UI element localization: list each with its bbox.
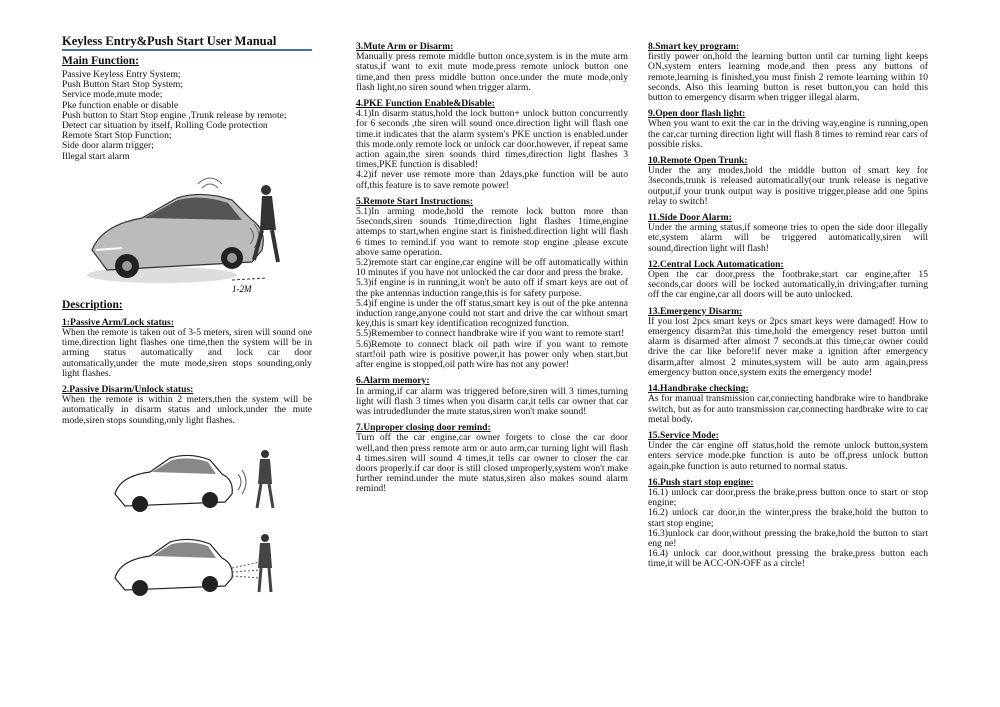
column-2 [356,42,628,501]
car-keyless-figure [82,170,292,295]
section-text: 5.5)Remember to connect handbrake wire if you want to remote start! [356,328,625,340]
section-text: In arming,if car alarm was triggered before,siren will 3 times,turning light will flash 3 times when you disarm car,it tells car owner that car was intrudedIunder the mute status,siren won't make sound! [356,385,628,417]
section-5 [356,197,628,370]
section-text: Under the any modes,hold the middle button of smart key for 3seconds,trunk is released automatically(our trunk release is negative output,if your trunk output way is positive trigger,please add one 5pins relay to switch! [648,165,928,207]
section-text: If you lost 2pcs smart keys or 2pcs smart keys were damaged! How to emergency disarm?at this time,hold the emergency reset button until alarm is disarmed after almost 7 seconds.at this time,car owner could drive the car like before!if never make a ignition after emergency disarm,after almost 2 minutes,system will be auto arm again,press emergency button once,system exits the emergency mode! [648,315,928,378]
section-heading: 3.Mute Arm or Disarm: [356,41,454,52]
section-16 [648,478,928,570]
description-heading: Description: [62,298,123,311]
section-heading: 10.Remote Open Trunk: [648,155,748,167]
section-text: 16.3)unlock car door,without pressing the brake,hold the button to start eng ne! [648,527,928,549]
section-text: 5.2)remote start car engine,car engine will be off automatically within 10 minutes if you have not unlocked the car door and press the brake. [356,257,628,279]
section-text: As for manual transmission car,connecting handbrake wire to handbrake switch, but as for auto transmission car,connecting hardbrake wire to car metal body. [648,393,928,425]
section-text: When the remote is taken out of 3-5 meters, siren will sound one time,direction light flashes one time,then the system will be in arming status automatically and lock car door automatically,under the mute mode,siren stops sounding,only light flashes. [62,327,312,379]
section-text: 16.1) unlock car door,press the brake,press button once to start or stop engine; [648,486,928,509]
main-function-item: Detect car situation by itself, Rolling Code protection [62,120,268,132]
main-function-item: Service mode,mute mode; [62,89,163,101]
arm-figure [110,444,312,516]
section-8 [648,42,928,103]
section-text: Open the car door,press the footbrake,start car engine,after 15 seconds,car doors will be locked automatically,in driving;after turning off the car engine,car all doors will be auto unlocked. [648,269,928,301]
section-heading: 11.Side Door Alarm: [648,212,732,224]
section-11 [648,213,928,254]
section-heading: 7.Unproper closing door remind: [356,422,491,434]
main-function-list [62,70,312,162]
main-function-item: Pke function enable or disable [62,99,179,111]
section-text: Turn off the car engine,car owner forgets to close the car door well,and then press remote arm or auto arm,car turning light will flash 4 times.siren will sound 4 times,it tells car owner to closer the car doors properly.if car door is still closed unproperly,system won't make further remind.under the mute status,siren also makes sound alarm remind! [356,432,628,495]
car-with-person-illustration [82,170,292,295]
main-function-item: Remote Start Stop Function; [62,130,172,142]
section-13 [648,307,928,378]
main-function-item: Side door alarm trigger; [62,140,154,152]
section-text: Manually press remote middle button once,system is in the mute arm status,if want to exit mute mode,press remote unlock button one time,and then press middle button once.under the mute mode,only flash light,no siren sound when trigger alarm. [356,51,628,93]
section-heading: 9.Open door flash light: [648,108,746,120]
section-heading: 8.Smart key program: [648,41,740,52]
section-text: 5.1)In arming mode,hold the remote lock button more than 5seconds,siren sounds 1time,direction light flashes 1time,engine attemps to start,when engine start is finished.direction light will flash 6 times to remind.if you want to remote stop engine ,please excute above same operation. [356,206,628,258]
section-12 [648,260,928,301]
section-heading: 4.PKE Function Enable&Disable: [356,98,495,110]
car-walking-away-illustration [110,444,280,516]
section-text: 5.3)if engine is in running,it won't be auto off if smart keys are out of the pke antennas induction range,this is for safety purpose. [356,277,628,299]
section-14 [648,384,928,425]
section-text: 4.1)In disarm status,hold the lock button+ unlock button concurrently for 6 seconds ,the siren will sound once.direction light will flash one time.it indicates that the alarm system's PKE unction is enabled.under this mode.only remote lock or unlock car door.however, if repeat same action again,the siren sounds third times,direction light flashes 3 times,PKE function is disabled! [356,108,628,171]
section-text: 5.6)Remote to connect black oil path wire if you want to remote start!oil path wire is positive power,it has power only when start,but after engine is stopped,oil path wire has not any power! [356,338,628,371]
section-heading: 14.Handbrake checking: [648,383,749,395]
section-text: When the remote is within 2 meters,then the system will be automatically in disarm status and unlock,under the mute mode,siren stops sounding,only light flashes. [62,394,312,426]
distance-label: 1-2M [232,283,252,294]
title-underline [62,49,312,51]
section-text: 4.2)if never use remote more than 2days,pke function will be auto off,this feature is to save remote power! [356,169,628,191]
disarm-figure [110,528,312,600]
section-heading: 2.Passive Disarm/Unlock status: [62,384,194,396]
section-heading: 5.Remote Start Instructions: [356,195,473,207]
section-text: When you want to exit the car in the driving way,engine is running,open the car,car turning direction light will flash 8 times to remind rear cars of possible risks. [648,118,928,150]
section-text: 16.2) unlock car door,in the winter,press the brake,hold the button to start stop engine; [648,507,928,529]
main-function-item: Passive Keyless Entry System; [62,69,181,80]
section-heading: 16.Push start stop engine: [648,476,754,488]
column-3 [648,42,928,576]
main-function-item: Push Button Start Stop System; [62,79,184,91]
section-text: 16.4) unlock car door,without pressing the brake,press button each time,it will be ACC-ON-OFF as a circle! [648,548,928,570]
section-15 [648,431,928,472]
column-1 [62,34,312,600]
section-10 [648,156,928,207]
section-3 [356,42,628,93]
section-4 [356,99,628,191]
main-function-heading: Main Function: [62,55,139,67]
section-1 [62,318,312,379]
main-function-item: Illegal start alarm [62,150,130,162]
section-heading: 6.Alarm memory: [356,375,430,387]
section-text: firstly power on,hold the learning button until car turning light keeps ON,system enters learning mode,and then press any buttons of remote,learning is finished,you must finish 2 remote learning within 10 seconds. Also this learning button is reset button,you can hold this button to emergency disarm when trigger illegal alarm. [648,51,928,104]
section-heading: 1:Passive Arm/Lock status: [62,316,174,328]
section-text: 5.4)if engine is under the off status,smart key is out of the pke antenna induction range,anyone could not start and drive the car without smart key,this is smart key identification recognized function. [356,297,628,330]
section-7 [356,423,628,494]
section-9 [648,109,928,150]
section-text: Under the arming status,if someone tries to open the side door illegally etc,system alarm will be triggered automatically,siren will sound,direction light will flash! [648,222,928,254]
main-function-item: Push button to Start Stop engine ,Trunk release by remote; [62,109,287,121]
page-title: Keyless Entry&Push Start User Manual [62,34,277,48]
section-2 [62,385,312,426]
section-text: Under the car engine off status,hold the remote unlock button,system enters service mode.pke function is auto be off,press unlock button again,pke function is auto returned to normal status. [648,440,928,472]
section-heading: 15.Service Mode: [648,429,719,441]
section-heading: 12.Central Lock Automatication: [648,258,784,270]
car-approaching-illustration [110,528,280,600]
section-6 [356,376,628,417]
section-heading: 13.Emergency Disarm: [648,305,743,317]
